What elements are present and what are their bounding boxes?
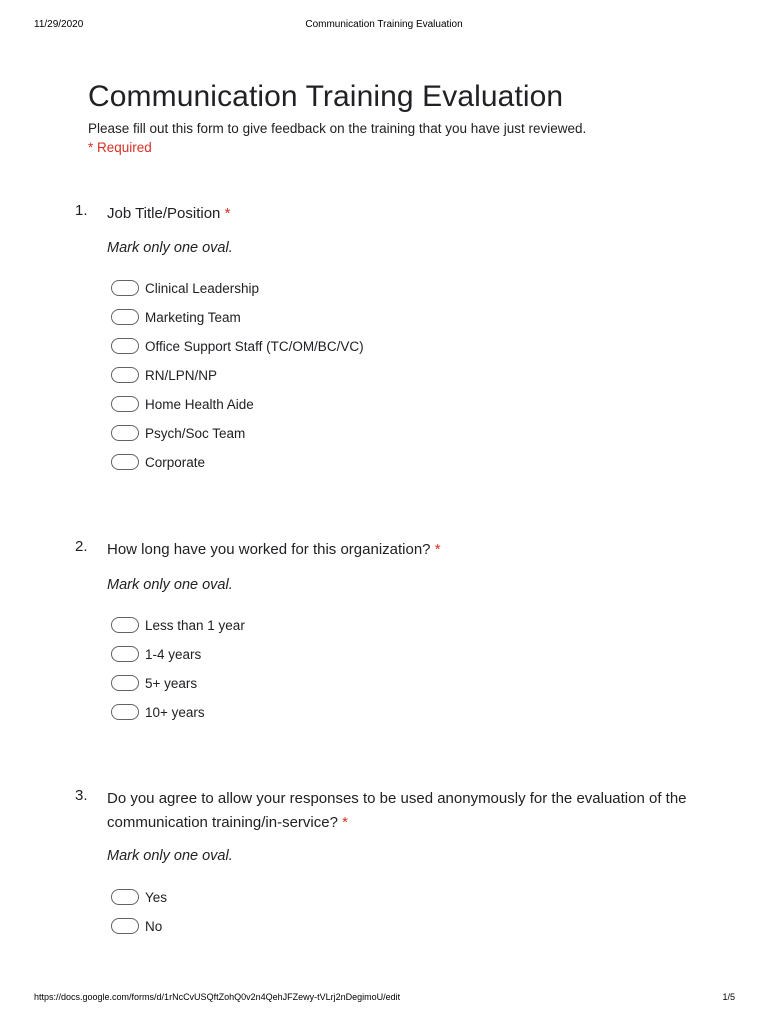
radio-oval[interactable] [111,280,139,296]
option-yes[interactable] [111,887,167,907]
option-label: Psych/Soc Team [145,425,246,441]
radio-oval[interactable] [111,646,139,662]
question-label: How long have you worked for this organization? [107,541,431,558]
radio-oval[interactable] [111,617,139,633]
option-clinical-leadership[interactable] [111,278,259,298]
radio-oval[interactable] [111,454,139,470]
option-1-4-years[interactable] [111,644,201,664]
option-label: 10+ years [145,704,205,720]
form-title: Communication Training Evaluation [88,80,564,113]
print-date: 11/29/2020 [34,19,84,30]
option-label: RN/LPN/NP [145,367,218,383]
option-less-than-1-year[interactable] [111,615,245,635]
radio-oval[interactable] [111,396,139,412]
option-marketing-team[interactable] [111,307,241,327]
question-text [107,787,697,835]
radio-oval[interactable] [111,367,139,383]
question-label: Do you agree to allow your responses to be used anonymously for the evaluation of the communication training/in-service? [107,790,687,831]
required-asterisk: * [434,541,441,558]
option-label: 5+ years [145,675,198,691]
radio-oval[interactable] [111,425,139,441]
radio-oval[interactable] [111,309,139,325]
question-instruction: Mark only one oval. [107,240,233,256]
option-label: Less than 1 year [145,617,245,633]
required-note: * Required [88,140,152,155]
required-asterisk: * [224,205,231,222]
option-label: No [145,918,163,934]
option-10-plus-years[interactable] [111,702,205,722]
required-asterisk: * [342,814,348,831]
question-number: 3. [75,787,88,804]
option-label: Clinical Leadership [145,280,260,296]
option-label: Office Support Staff (TC/OM/BC/VC) [145,338,364,354]
radio-oval[interactable] [111,918,139,934]
option-corporate[interactable] [111,452,205,472]
radio-oval[interactable] [111,338,139,354]
option-no[interactable] [111,916,162,936]
question-number: 2. [75,538,88,555]
question-instruction: Mark only one oval. [107,848,233,864]
option-label: Corporate [145,454,206,470]
radio-oval[interactable] [111,889,139,905]
option-5-plus-years[interactable] [111,673,197,693]
question-number: 1. [75,202,88,219]
radio-oval[interactable] [111,704,139,720]
option-home-health-aide[interactable] [111,394,254,414]
question-label: Job Title/Position [107,205,221,222]
question-instruction: Mark only one oval. [107,577,233,593]
option-label: Yes [145,889,168,905]
option-label: Marketing Team [145,309,241,325]
option-rn-lpn-np[interactable] [111,365,217,385]
option-label: 1-4 years [145,646,202,662]
radio-oval[interactable] [111,675,139,691]
option-psych-soc-team[interactable] [111,423,245,443]
question-text [107,538,697,562]
option-label: Home Health Aide [145,396,254,412]
print-footer-url: https://docs.google.com/forms/d/1rNcCvUSQftZohQ0v2n4QehJFZewy-tVLrj2nDegimoU/edit [34,992,401,1002]
question-text [107,202,697,226]
option-office-support-staff[interactable] [111,336,364,356]
form-description: Please fill out this form to give feedback on the training that you have just reviewed. [88,121,587,136]
print-page-number: 1/5 [722,992,735,1002]
print-header-title: Communication Training Evaluation [305,19,463,30]
